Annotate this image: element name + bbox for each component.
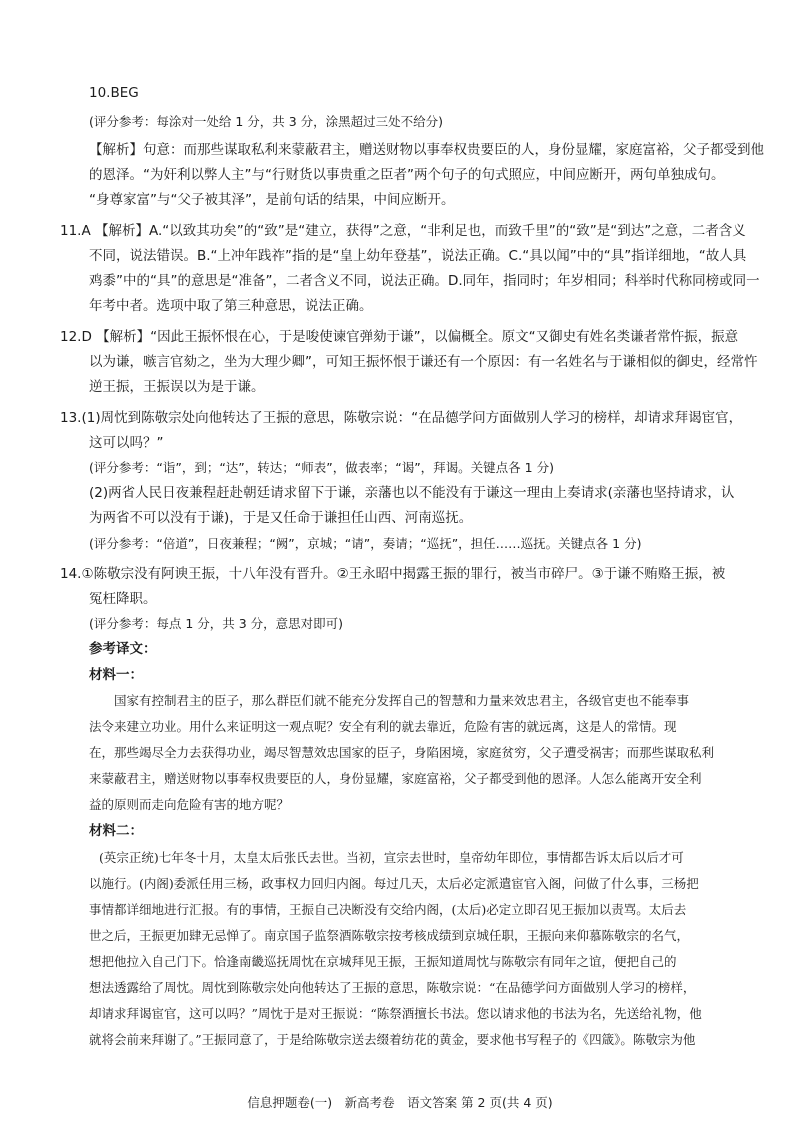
translation-line: 世之后，王振更加肆无忌惮了。南京国子监祭酒陈敬宗按考核成绩到京城任职，王振向来仰慕陈敬宗的名气， [89,928,690,943]
section-heading: 材料一： [89,667,143,683]
answer-line: 冤枉降职。 [89,591,157,607]
translation-line: 想把他拉入自己门下。恰逢南畿巡抚周忱在京城拜见王振，王振知道周忱与陈敬宗有同年之谊，便把自己的 [89,954,677,969]
translation-line: 益的原则而走向危险有害的地方呢？ [89,797,290,812]
answer-line: (评分参考：每点 1 分，共 3 分，意思对即可) [89,616,344,631]
translation-line: (英宗正统)七年冬十月，太皇太后张氏去世。当初，宣宗去世时，皇帝幼年即位，事情都告诉太后以后才可 [99,850,684,865]
translation-line: 来蒙蔽君主，赠送财物以事奉权贵要臣的人，身份显耀，家庭富裕，父子都受到他的恩泽。人怎么能离开安全利 [89,771,702,786]
answer-line: 12.D 【解析】“因此王振怀恨在心，于是唆使谏官弹劾于谦”，以偏概全。原文“又御史有姓名类谦者常忤振，振意 [60,329,739,345]
answer-line: 13.(1)周忱到陈敬宗处向他转达了王振的意思，陈敬宗说：“在品德学问方面做别人学习的榜样，却请求拜谒宦官， [60,410,743,426]
answer-line: (评分参考：“倍道”，日夜兼程；“阙”，京城；“请”，奏请；“巡抚”，担任……巡抚。关键点各 1 分) [89,536,642,551]
answer-line: 鸡黍”中的“具”的意思是“准备”，二者含义不同，说法正确。D.同年，指同时；年岁相同；科举时代称同榜或同一 [89,273,760,289]
answer-line: 这可以吗？” [89,435,164,451]
translation-line: 想法透露给了周忱。周忱到陈敬宗处向他转达了王振的意思，陈敬宗说：“在品德学问方面做别人学习的榜样， [89,980,696,995]
translation-line: 法令来建立功业。用什么来证明这一观点呢？安全有利的就去靠近，危险有害的就远离，这是人的常情。现 [89,719,677,734]
answer-line: 【解析】句意：而那些谋取私利来蒙蔽君主，赠送财物以事奉权贵要臣的人，身份显耀，家庭富裕，父子都受到他 [89,142,764,158]
answer-line: (2)两省人民日夜兼程赶赴朝廷请求留下于谦，亲藩也以不能没有于谦这一理由上奏请求(亲藩也坚持请求，认 [89,485,735,501]
answer-line: 11.A 【解析】A.“以致其功矣”的“致”是“建立，获得”之意，“非利足也，而致千里”的“致”是“到达”之意，二者含义 [60,223,746,239]
answer-line: 为两省不可以没有于谦)，于是又任命于谦担任山西、河南巡抚。 [89,510,473,526]
answer-line: 年考中者。选项中取了第三种意思，说法正确。 [89,298,373,314]
section-heading: 材料二： [89,823,143,839]
answer-line: 不同，说法错误。B.“上冲年践祚”指的是“皇上幼年登基”，说法正确。C.“具以闻”中的“具”指详细地，“故人具 [89,248,747,264]
answer-line: (评分参考：每涂对一处给 1 分，共 3 分，涂黑超过三处不给分) [89,114,444,129]
answer-line: (评分参考：“诣”，到；“达”，转达；“师表”，做表率；“谒”，拜谒。关键点各 1 分) [89,460,554,475]
translation-line: 国家有控制君主的臣子，那么群臣们就不能充分发挥自己的智慧和力量来效忠君主，各级官吏也不能奉事 [114,693,690,708]
answer-line: 逆王振，王振误以为是于谦。 [89,379,265,395]
answer-line: 的恩泽。“为奸利以弊人主”与“行财货以事贵重之臣者”两个句子的句式照应，中间应断开，两句单独成句。 [89,167,725,183]
answer-line: 14.①陈敬宗没有阿谀王振，十八年没有晋升。②王永昭中揭露王振的罪行，被当市碎尸。③于谦不贿赂王振，被 [60,566,726,582]
page-footer: 信息押题卷(一) 新高考卷 语文答案 第 2 页(共 4 页) [247,1095,553,1110]
answer-line: 以为谦，嗾言官劾之，坐为大理少卿”，可知王振怀恨于谦还有一个原因：有一名姓名与于谦相似的御史，经常忤 [89,354,758,370]
translation-line: 在，那些竭尽全力去获得功业，竭尽智慧效忠国家的臣子，身陷困境，家庭贫穷，父子遭受祸害；而那些谋取私利 [89,745,715,760]
translation-line: 就将会前来拜谢了。”王振同意了，于是给陈敬宗送去缀着纺花的黄金，要求他书写程子的《四箴》。陈敬宗为他 [89,1032,696,1047]
translation-line: 却请求拜谒宦官，这可以吗？”周忱于是对王振说：“陈祭酒擅长书法。您以请求他的书法为名，先送给礼物，他 [89,1006,702,1021]
translation-line: 事情都详细地进行汇报。有的事情，王振自己决断没有交给内阁，(太后)必定立即召见王振加以责骂。太后去 [89,902,687,917]
answer-line: 10.BEG [89,85,139,101]
section-heading: 参考译文： [89,641,157,657]
translation-line: 以施行。(内阁)委派任用三杨，政事权力回归内阁。每过几天，太后必定派遣宦官入阁，问做了什么事，三杨把 [89,876,699,891]
answer-line: “身尊家富”与“父子被其泽”，是前句话的结果，中间应断开。 [89,192,455,208]
